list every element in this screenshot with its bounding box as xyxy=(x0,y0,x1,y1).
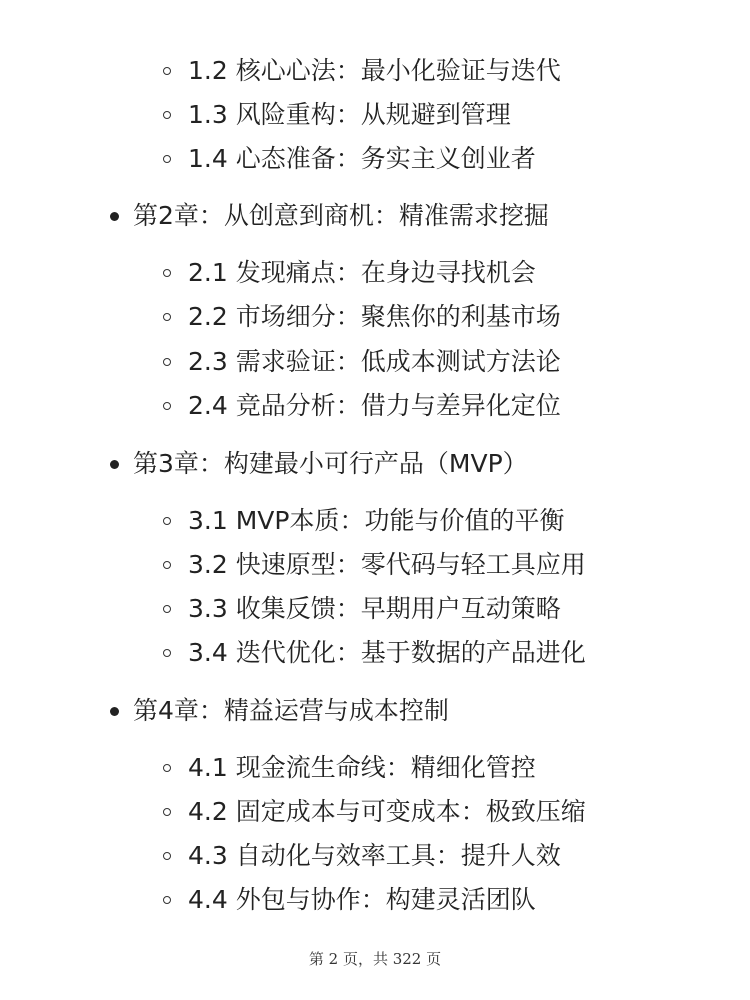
toc-item: 4.3 自动化与效率工具：提升人效 xyxy=(188,841,561,870)
page-number-footer: 第 2 页，共 322 页 xyxy=(308,950,442,968)
chapter-heading: 第4章：精益运营与成本控制 xyxy=(133,696,449,725)
toc-item: 1.4 心态准备：务实主义创业者 xyxy=(188,144,536,173)
toc-item: 3.4 迭代优化：基于数据的产品进化 xyxy=(188,638,586,667)
chapter-heading: 第3章：构建最小可行产品（MVP） xyxy=(133,449,528,478)
toc-item: 3.3 收集反馈：早期用户互动策略 xyxy=(188,594,561,623)
toc-item: 2.4 竞品分析：借力与差异化定位 xyxy=(188,391,561,420)
toc-item: 2.3 需求验证：低成本测试方法论 xyxy=(188,347,561,376)
toc-item: 3.1 MVP本质：功能与价值的平衡 xyxy=(188,506,565,535)
toc-item: 4.2 固定成本与可变成本：极致压缩 xyxy=(188,797,586,826)
toc-item: 2.2 市场细分：聚焦你的利基市场 xyxy=(188,302,561,331)
toc-item: 4.4 外包与协作：构建灵活团队 xyxy=(188,885,536,914)
toc-item: 3.2 快速原型：零代码与轻工具应用 xyxy=(188,550,586,579)
toc-item: 1.2 核心心法：最小化验证与迭代 xyxy=(188,56,561,85)
toc-item: 2.1 发现痛点：在身边寻找机会 xyxy=(188,258,536,287)
chapter-heading: 第2章：从创意到商机：精准需求挖掘 xyxy=(133,201,549,230)
toc-item: 4.1 现金流生命线：精细化管控 xyxy=(188,753,536,782)
toc-item: 1.3 风险重构：从规避到管理 xyxy=(188,100,511,129)
